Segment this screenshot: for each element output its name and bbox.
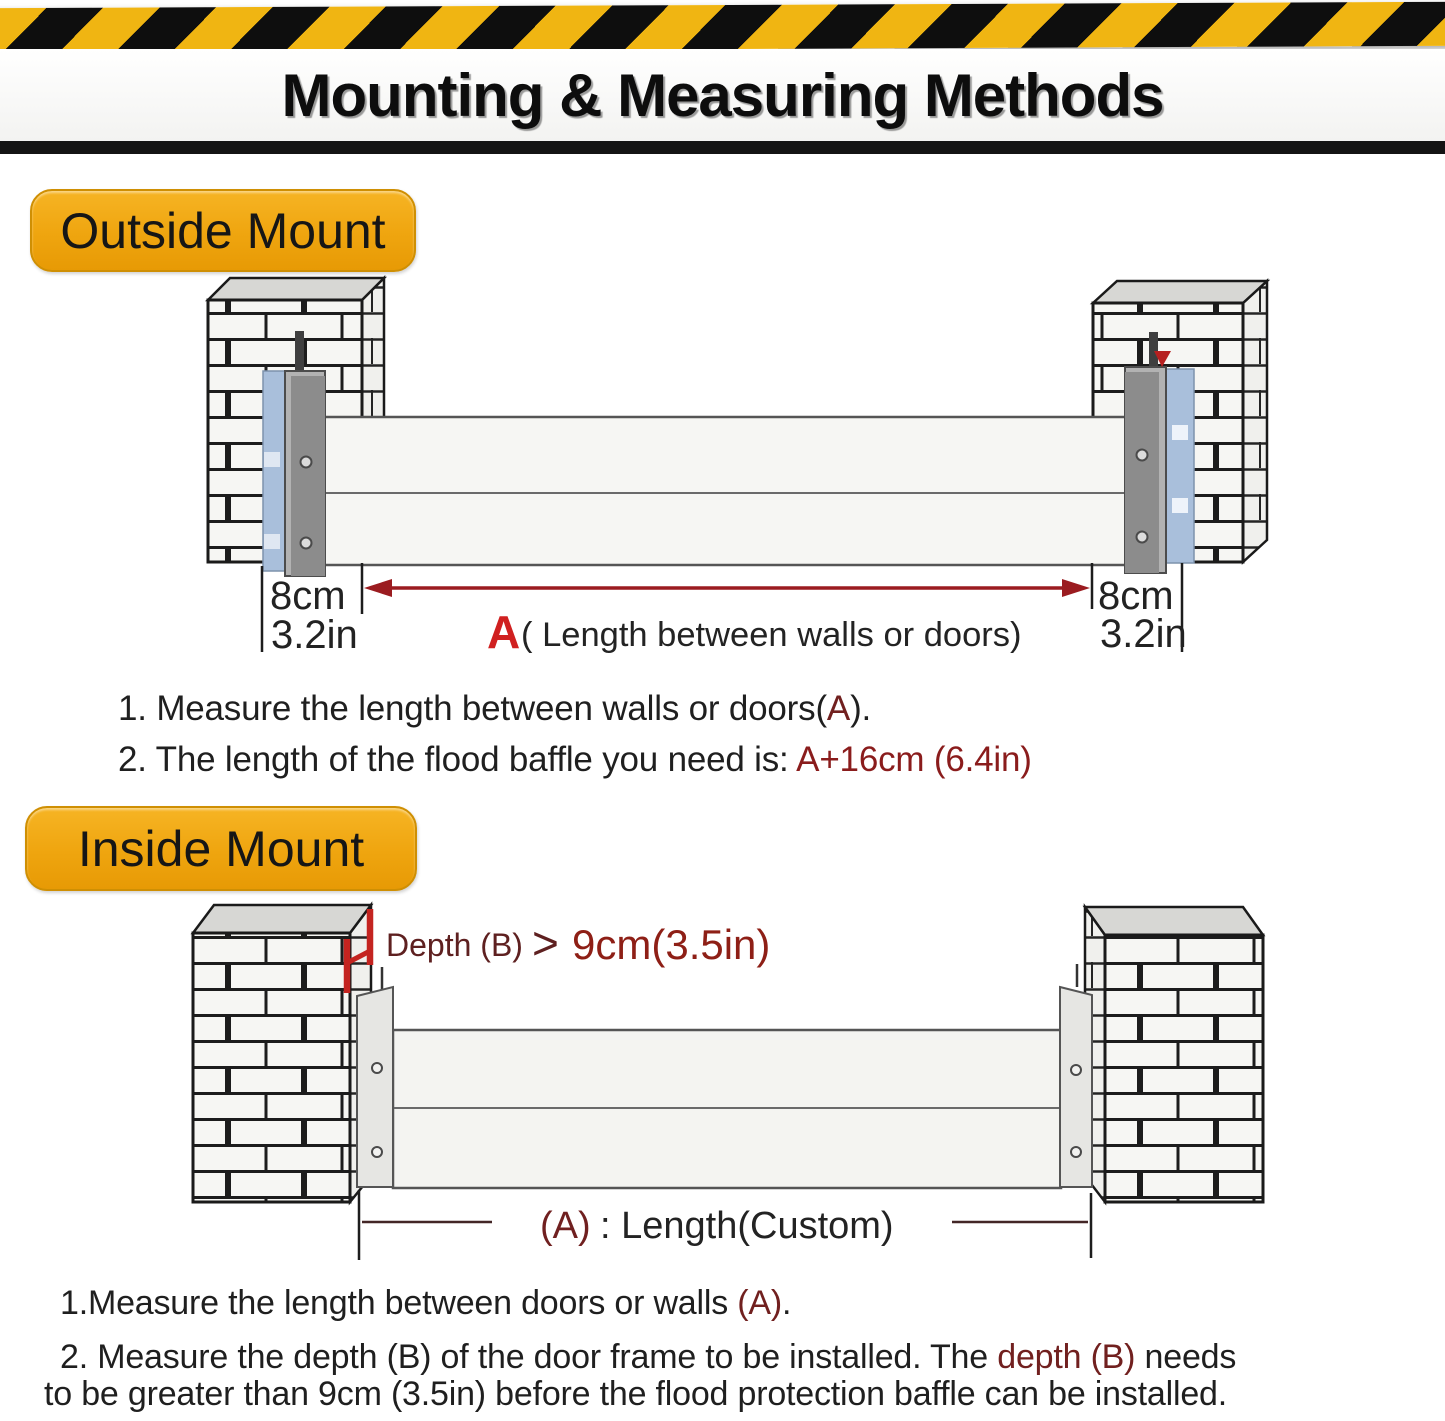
inside-instruction-1 <box>60 1285 791 1322</box>
outside-instruction-2-text: 2. The length of the flood baffle you need is: <box>118 740 797 779</box>
arrow-right-head-icon <box>1062 579 1090 597</box>
inside-instruction-3 <box>44 1376 1227 1413</box>
hazard-stripe-banner <box>0 2 1445 52</box>
page-title: Mounting & Measuring Methods <box>281 61 1164 129</box>
inside-instruction-1-end: . <box>782 1284 792 1322</box>
outside-mount-badge-label: Outside Mount <box>60 202 386 259</box>
outside-mount-diagram <box>0 260 1445 660</box>
outside-left-pillar-top-face <box>208 278 384 300</box>
inside-left-channel <box>357 967 393 1187</box>
inside-instruction-2-highlight: depth (B) <box>997 1338 1136 1376</box>
outside-right-channel <box>1125 351 1194 573</box>
screw-hole <box>301 538 312 549</box>
inside-right-channel <box>1060 964 1092 1187</box>
outside-instruction-1-text: 1. Measure the length between walls or doors( <box>118 689 827 728</box>
inside-right-pillar-top-face <box>1085 907 1263 935</box>
right-offset-cm-label: 8cm <box>1098 574 1174 618</box>
outside-flood-barrier <box>324 417 1126 565</box>
outside-left-channel <box>263 371 325 576</box>
outside-right-pillar-top-face <box>1093 281 1267 303</box>
screw-hole <box>1137 532 1148 543</box>
seal-highlight <box>1172 498 1188 513</box>
inside-right-pillar-front-face <box>1105 935 1263 1202</box>
screw-hole <box>372 1063 382 1073</box>
span-letter-label: A <box>487 606 521 658</box>
inside-instruction-1-text: 1.Measure the length between doors or walls <box>60 1284 738 1322</box>
banner-divider-bar <box>0 141 1445 154</box>
inside-instruction-2 <box>60 1339 1236 1376</box>
outside-instruction-1 <box>118 690 871 729</box>
seal-highlight <box>264 534 280 549</box>
greater-than-symbol: > <box>532 917 559 969</box>
screw-hole <box>1071 1065 1081 1075</box>
span-description-label: ( Length between walls or doors) <box>521 616 1022 654</box>
inside-mount-badge <box>25 806 417 891</box>
outside-instruction-2 <box>118 741 1032 780</box>
inside-mount-diagram <box>0 895 1445 1270</box>
outside-dimensions <box>262 563 1187 658</box>
title-band <box>0 49 1445 141</box>
seal-highlight <box>264 452 280 467</box>
outside-instruction-2-highlight: A+16cm (6.4in) <box>796 740 1032 779</box>
outside-instruction-1-end: ). <box>850 689 872 728</box>
screw-hole <box>301 457 312 468</box>
outside-right-seal-strip <box>1166 369 1194 563</box>
inside-right-pillar <box>1085 907 1263 1202</box>
inside-left-pillar-top-face <box>193 905 371 933</box>
left-offset-in-label: 3.2in <box>271 613 358 657</box>
screw-hole <box>1137 450 1148 461</box>
outside-right-pillar-side-face <box>1243 281 1267 562</box>
inside-instruction-2-end: needs <box>1135 1338 1237 1376</box>
inside-instruction-3-text: to be greater than 9cm (3.5in) before the flood protection baffle can be installed. <box>44 1375 1227 1413</box>
inside-instruction-2-text: 2. Measure the depth (B) of the door frame to be installed. The <box>60 1338 998 1376</box>
depth-value-label: 9cm(3.5in) <box>572 921 771 968</box>
inside-span-description-label: : Length(Custom) <box>600 1205 894 1247</box>
inside-mount-badge-label: Inside Mount <box>77 820 365 877</box>
depth-label: Depth (B) <box>386 927 523 963</box>
outside-instruction-1-letter: A <box>826 689 851 728</box>
inside-dimensions <box>359 1190 1091 1260</box>
screw-hole <box>1071 1147 1081 1157</box>
left-offset-cm-label: 8cm <box>270 574 346 618</box>
screw-hole <box>372 1147 382 1157</box>
arrow-left-head-icon <box>364 579 392 597</box>
inside-flood-barrier <box>393 1030 1061 1188</box>
depth-label-group <box>386 917 770 969</box>
right-offset-in-label: 3.2in <box>1100 612 1187 656</box>
outside-left-wall-slot <box>295 331 304 375</box>
inside-left-pillar-front-face <box>193 933 350 1202</box>
seal-highlight <box>1172 425 1188 440</box>
inside-instruction-1-letter: (A) <box>737 1284 782 1322</box>
inside-span-letter-label: (A) <box>540 1205 591 1247</box>
